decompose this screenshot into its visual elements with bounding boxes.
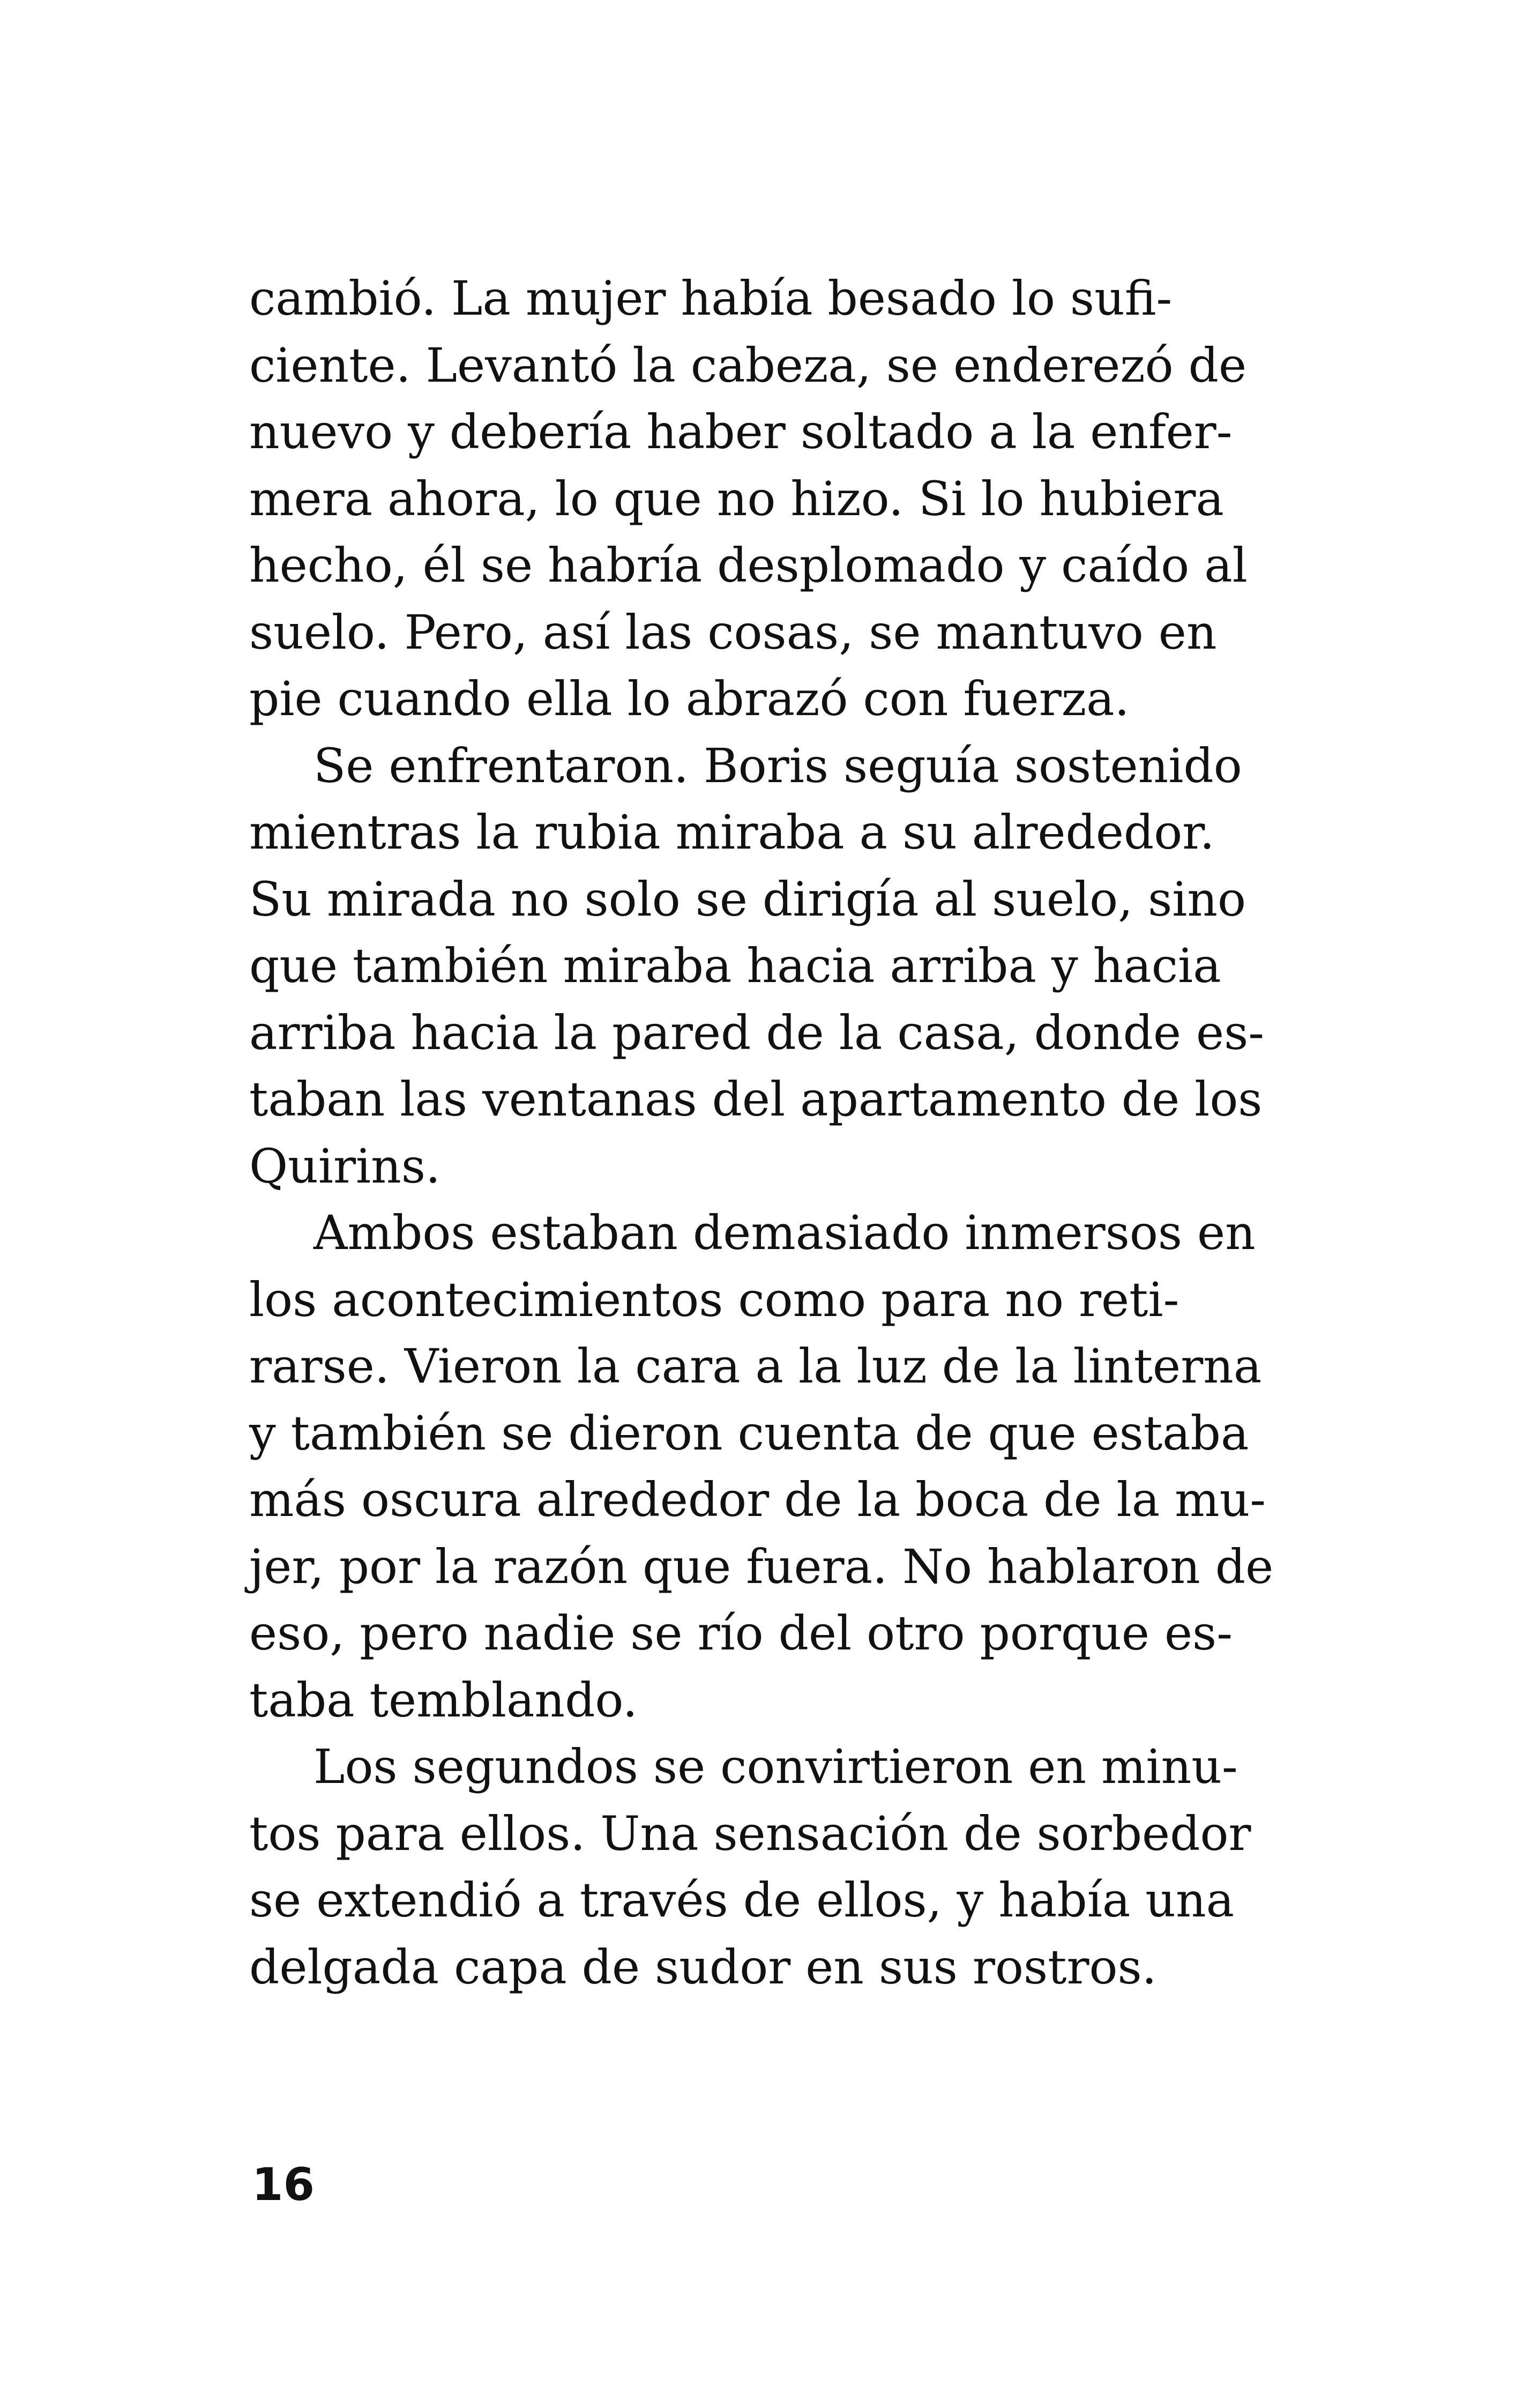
text-line: pie cuando ella lo abrazó con fuerza. — [249, 671, 1130, 726]
text-line: Se enfrentaron. Boris seguía sostenido — [313, 738, 1242, 793]
text-line: jer, por la razón que fuera. No hablaron de — [249, 1539, 1274, 1594]
text-line: arriba hacia la pared de la casa, donde es- — [249, 1005, 1264, 1060]
text-line: rarse. Vieron la cara a la luz de la linterna — [249, 1339, 1262, 1394]
text-line: mera ahora, lo que no hizo. Si lo hubiera — [249, 471, 1224, 526]
text-line: suelo. Pero, así las cosas, se mantuvo en — [249, 604, 1217, 660]
text-line: y también se dieron cuenta de que estaba — [249, 1405, 1249, 1461]
text-line: Ambos estaban demasiado inmersos en — [313, 1205, 1256, 1260]
text-line: nuevo y debería haber soltado a la enfer- — [249, 404, 1233, 459]
text-line: más oscura alrededor de la boca de la mu- — [249, 1472, 1266, 1527]
paragraph-4 — [249, 1734, 1251, 2001]
text-line: ciente. Levantó la cabeza, se enderezó de — [249, 337, 1247, 393]
text-line: se extendió a través de ellos, y había una — [249, 1872, 1235, 1928]
text-line: eso, pero nadie se río del otro porque es- — [249, 1606, 1233, 1661]
text-line: taba temblando. — [249, 1672, 638, 1728]
text-line: delgada capa de sudor en sus rostros. — [249, 1939, 1157, 1995]
text-line: Los segundos se convirtieron en minu- — [313, 1739, 1238, 1794]
text-line: taban las ventanas del apartamento de los — [249, 1072, 1263, 1127]
paragraph-2 — [249, 733, 1264, 1200]
page-number: 16 — [252, 2158, 315, 2211]
text-line: mientras la rubia miraba a su alrededor. — [249, 805, 1215, 860]
paragraph-3 — [249, 1200, 1274, 1734]
text-line: los acontecimientos como para no reti- — [249, 1272, 1179, 1327]
text-line: que también miraba hacia arriba y hacia — [249, 938, 1221, 993]
text-line: tos para ellos. Una sensación de sorbedor — [249, 1805, 1251, 1861]
text-line: hecho, él se habría desplomado y caído al — [249, 538, 1248, 593]
text-line: Su mirada no solo se dirigía al suelo, sino — [249, 871, 1246, 927]
text-line: cambió. La mujer había besado lo sufi- — [249, 271, 1173, 326]
body-text — [249, 265, 1274, 2001]
paragraph-1 — [249, 265, 1248, 733]
text-line: Quirins. — [249, 1138, 441, 1194]
